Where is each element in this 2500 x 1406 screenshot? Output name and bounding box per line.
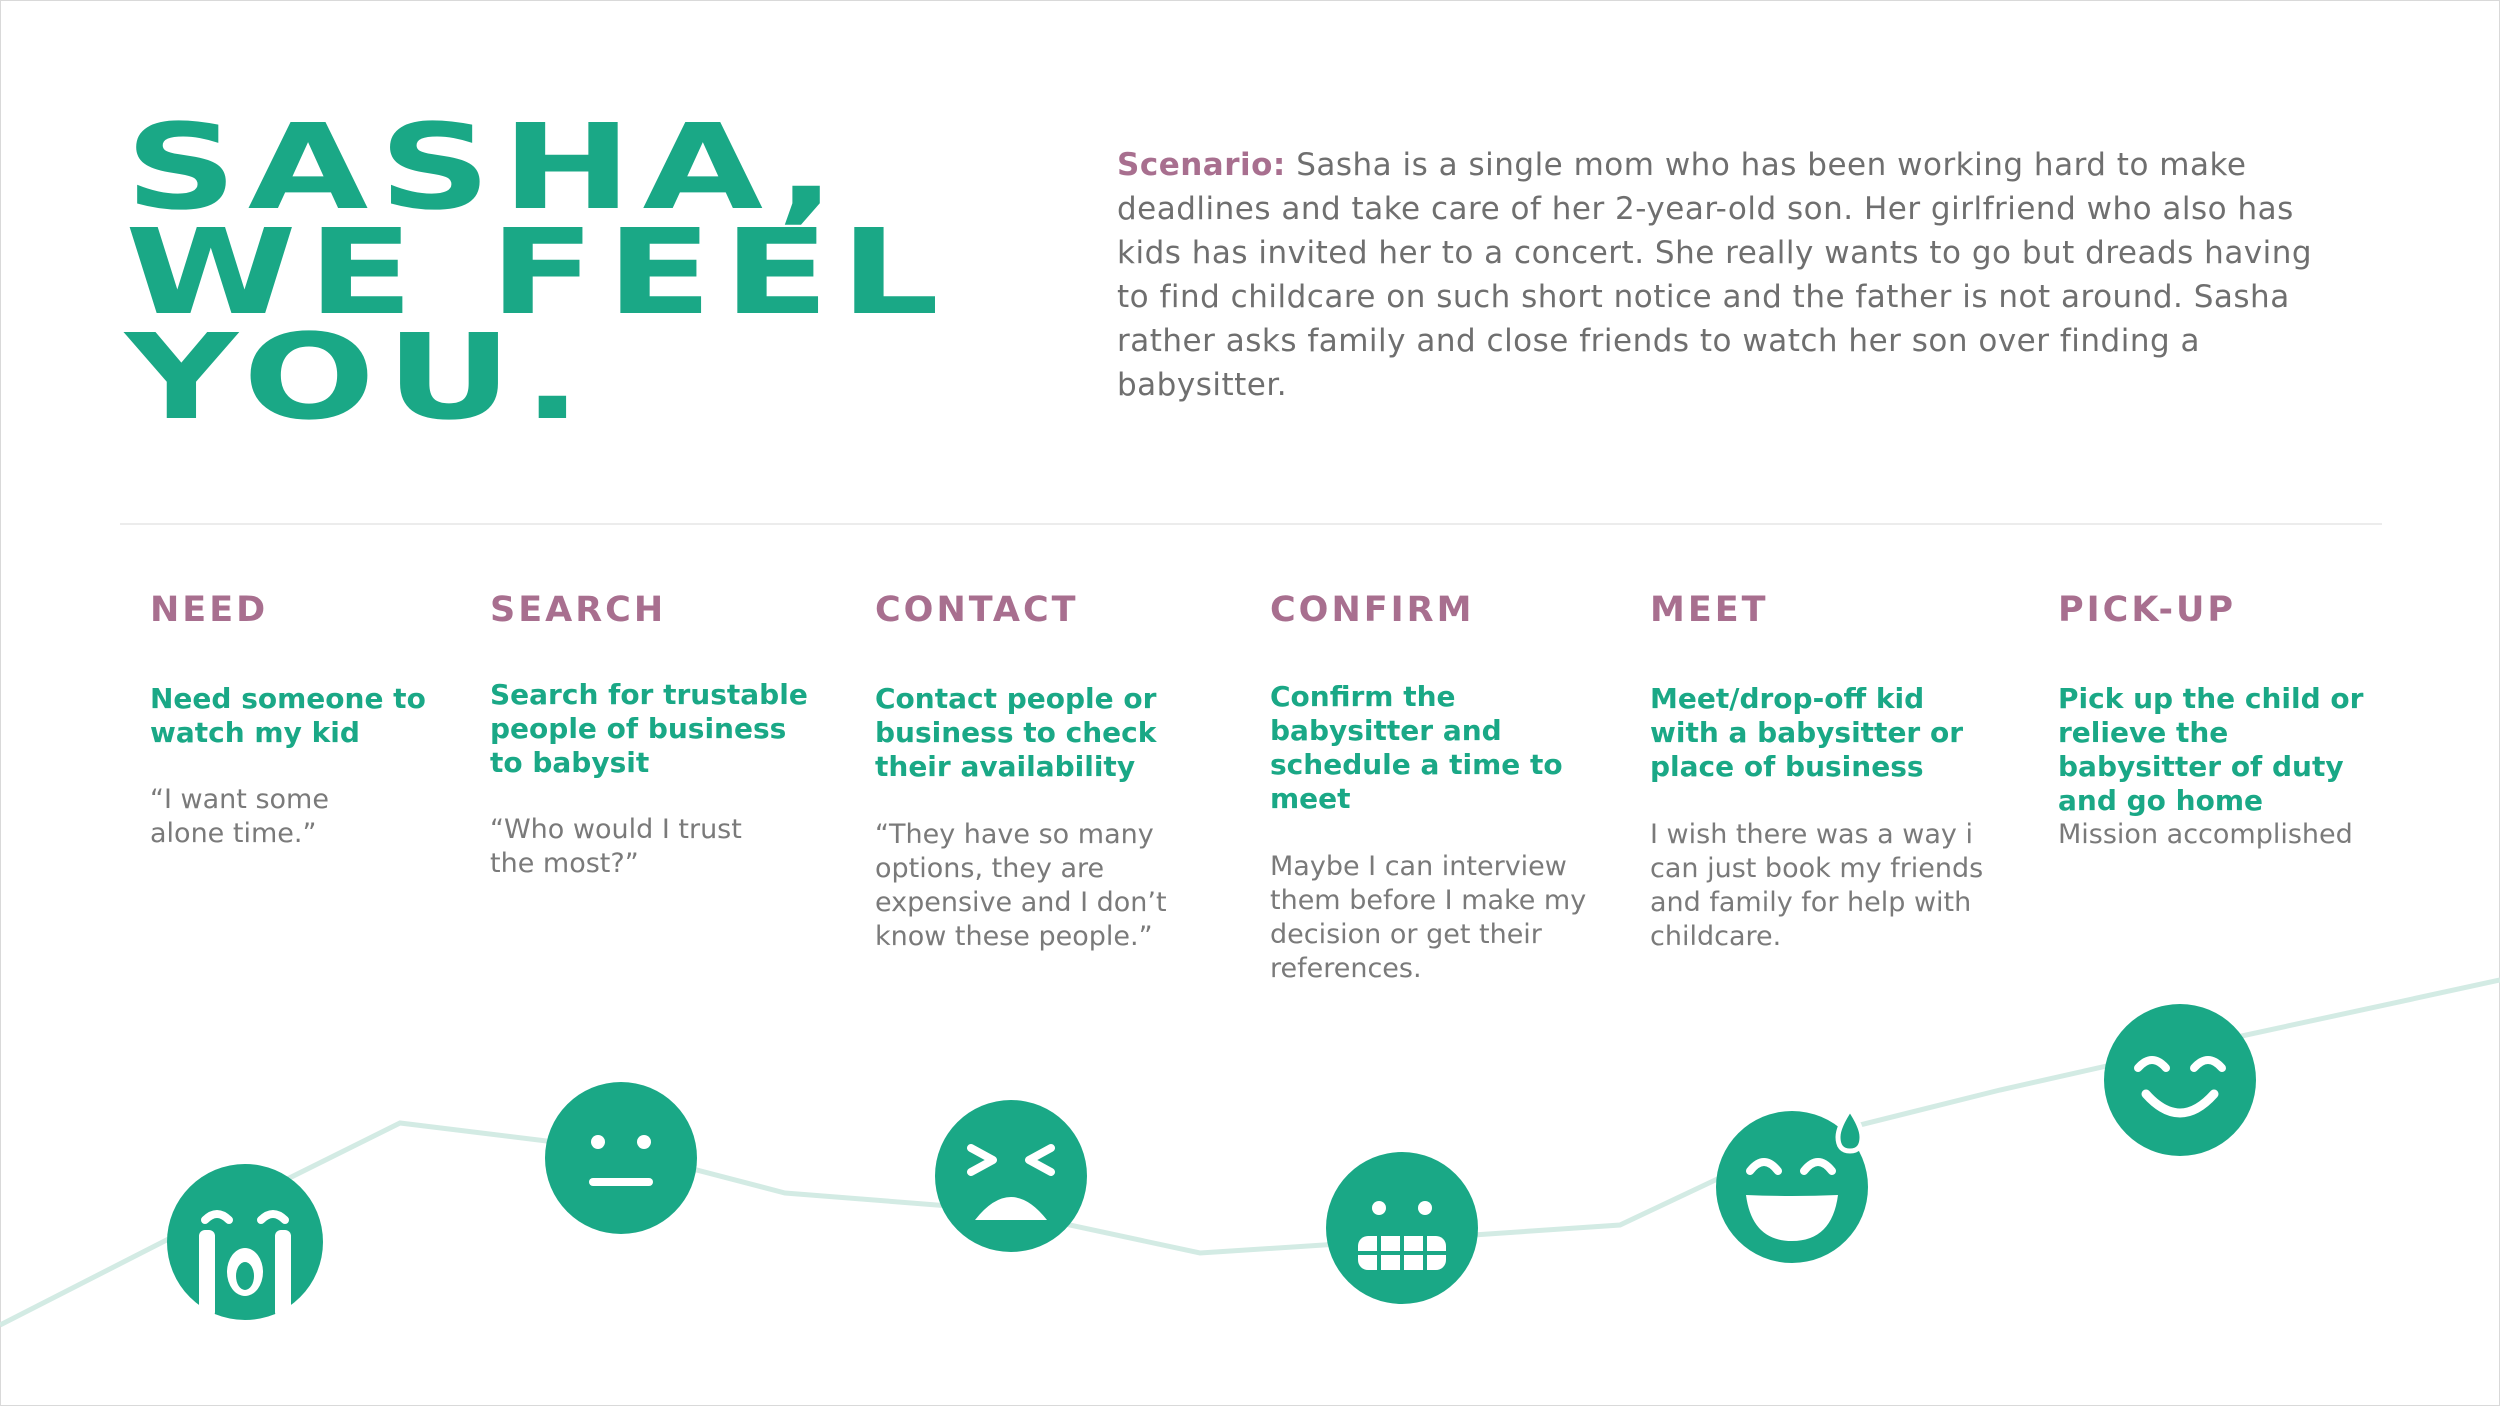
scenario-label: Scenario: [1117, 147, 1286, 183]
tired-face-icon [933, 1098, 1089, 1254]
title-line-1: SASHA, [125, 98, 847, 236]
relieved-sweat-face-icon [1712, 1105, 1888, 1265]
stage-quote: Maybe I can interview them before I make my decision or get their references. [1270, 851, 1587, 984]
title-line-3: YOU. [125, 308, 593, 446]
grimacing-face-icon [1324, 1150, 1480, 1306]
stage-action: Confirm the babysitter and schedule a time to meet [1270, 680, 1563, 815]
stage-quote: “They have so many options, they are expensive and I don’t know these people.” [875, 819, 1167, 952]
stage-quote: Mission accomplished [2058, 819, 2353, 850]
stage-quote: “I want some alone time.” [150, 784, 329, 849]
stage-quote: “Who would I trust the most?” [490, 814, 742, 879]
scenario-text: Sasha is a single mom who has been working hard to make deadlines and take care of her 2-year-old son. Her girlfriend who also has kids has invited her to a concert. She really wants to go but dreads having to find childcare on such short notice and the father is not around. Sasha rather asks family and close friends to watch her son over finding a babysitter. [1117, 147, 2313, 403]
stage-heading: NEED [150, 590, 269, 630]
stage-action: Search for trustable people of business to babysit [490, 678, 808, 779]
stage-quote: I wish there was a way i can just book my friends and family for help with childcare. [1650, 819, 1984, 952]
smiling-face-icon [2102, 1002, 2258, 1158]
neutral-face-icon [543, 1080, 699, 1236]
crying-face-icon [165, 1162, 325, 1322]
stage-heading: MEET [1650, 590, 1769, 630]
stage-action: Need someone to watch my kid [150, 682, 426, 749]
title-line-2: WE FEEL [125, 203, 950, 341]
stage-action: Meet/drop-off kid with a babysitter or place of business [1650, 682, 1964, 783]
stage-heading: CONFIRM [1270, 590, 1475, 630]
stage-heading: SEARCH [490, 590, 667, 630]
stage-action: Contact people or business to check their availability [875, 682, 1157, 783]
stage-action: Pick up the child or relieve the babysitter of duty and go home [2058, 682, 2364, 817]
stage-heading: PICK-UP [2058, 590, 2237, 630]
stage-heading: CONTACT [875, 590, 1079, 630]
